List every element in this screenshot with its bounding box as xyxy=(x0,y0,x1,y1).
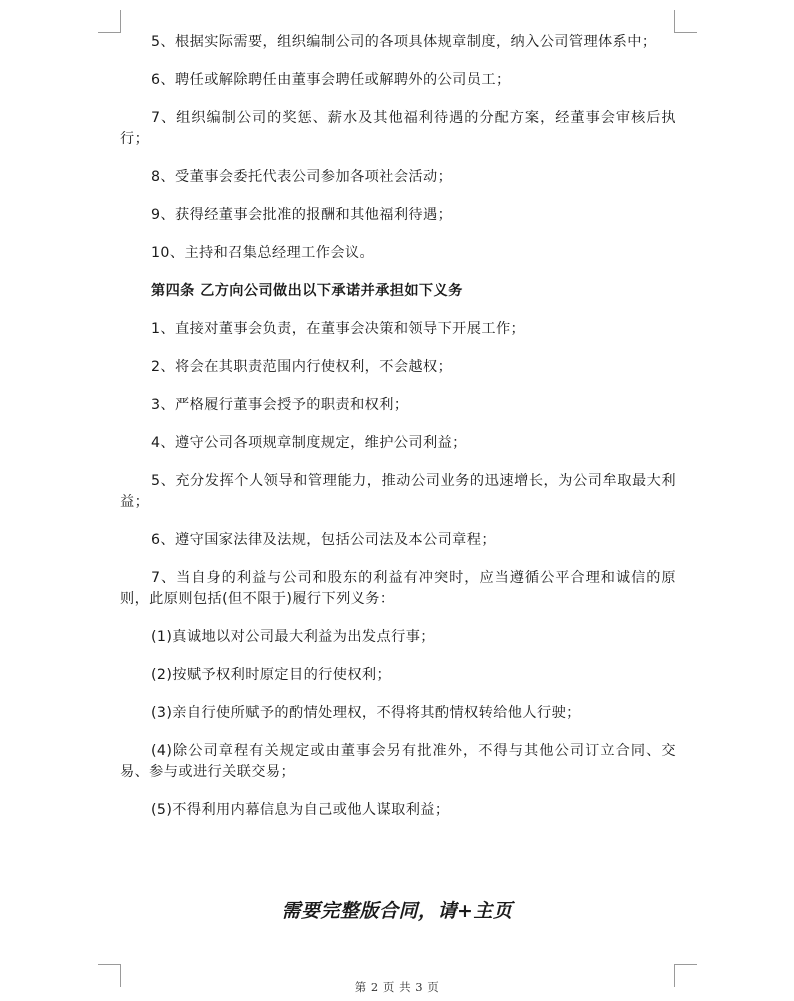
paragraph: 7、当自身的利益与公司和股东的利益有冲突时，应当遵循公平合理和诚信的原则，此原则包括(但不限于)履行下列义务： xyxy=(120,570,676,607)
paragraph: (5)不得利用内幕信息为自己或他人谋取利益； xyxy=(151,802,450,818)
paragraph: 1、直接对董事会负责，在董事会决策和领导下开展工作； xyxy=(151,321,526,337)
full-version-notice: 需要完整版合同，请+主页 xyxy=(281,900,513,922)
page-number-footer: 第 2 页 共 3 页 xyxy=(354,980,440,994)
paragraph: 7、组织编制公司的奖惩、薪水及其他福利待遇的分配方案，经董事会审核后执行； xyxy=(120,110,676,147)
paragraph: (1)真诚地以对公司最大利益为出发点行事； xyxy=(151,629,435,645)
paragraph: 5、根据实际需要，组织编制公司的各项具体规章制度，纳入公司管理体系中； xyxy=(151,34,657,50)
paragraph: 4、遵守公司各项规章制度规定，维护公司利益； xyxy=(151,435,467,451)
corner-mark-top-right xyxy=(674,10,697,33)
paragraph: (4)除公司章程有关规定或由董事会另有批准外，不得与其他公司订立合同、交易、参与或进行关联交易； xyxy=(120,743,676,780)
document-body xyxy=(120,32,676,838)
paragraph: 5、充分发挥个人领导和管理能力，推动公司业务的迅速增长，为公司牟取最大利益； xyxy=(120,473,676,510)
paragraph: 6、聘任或解除聘任由董事会聘任或解聘外的公司员工； xyxy=(151,72,511,88)
paragraph: 3、严格履行董事会授予的职责和权利； xyxy=(151,397,409,413)
paragraph: 2、将会在其职责范围内行使权利，不会越权； xyxy=(151,359,453,375)
paragraph: 6、遵守国家法律及法规，包括公司法及本公司章程； xyxy=(151,532,496,548)
paragraph: (2)按赋予权利时原定目的行使权利； xyxy=(151,667,392,683)
section-heading: 第四条 乙方向公司做出以下承诺并承担如下义务 xyxy=(151,283,463,299)
paragraph: 8、受董事会委托代表公司参加各项社会活动； xyxy=(151,169,453,185)
corner-mark-top-left xyxy=(98,10,121,33)
paragraph: 9、获得经董事会批准的报酬和其他福利待遇； xyxy=(151,207,453,223)
paragraph: (3)亲自行使所赋予的酌情处理权，不得将其酌情权转给他人行驶； xyxy=(151,705,581,721)
paragraph: 10、主持和召集总经理工作会议。 xyxy=(151,245,375,261)
